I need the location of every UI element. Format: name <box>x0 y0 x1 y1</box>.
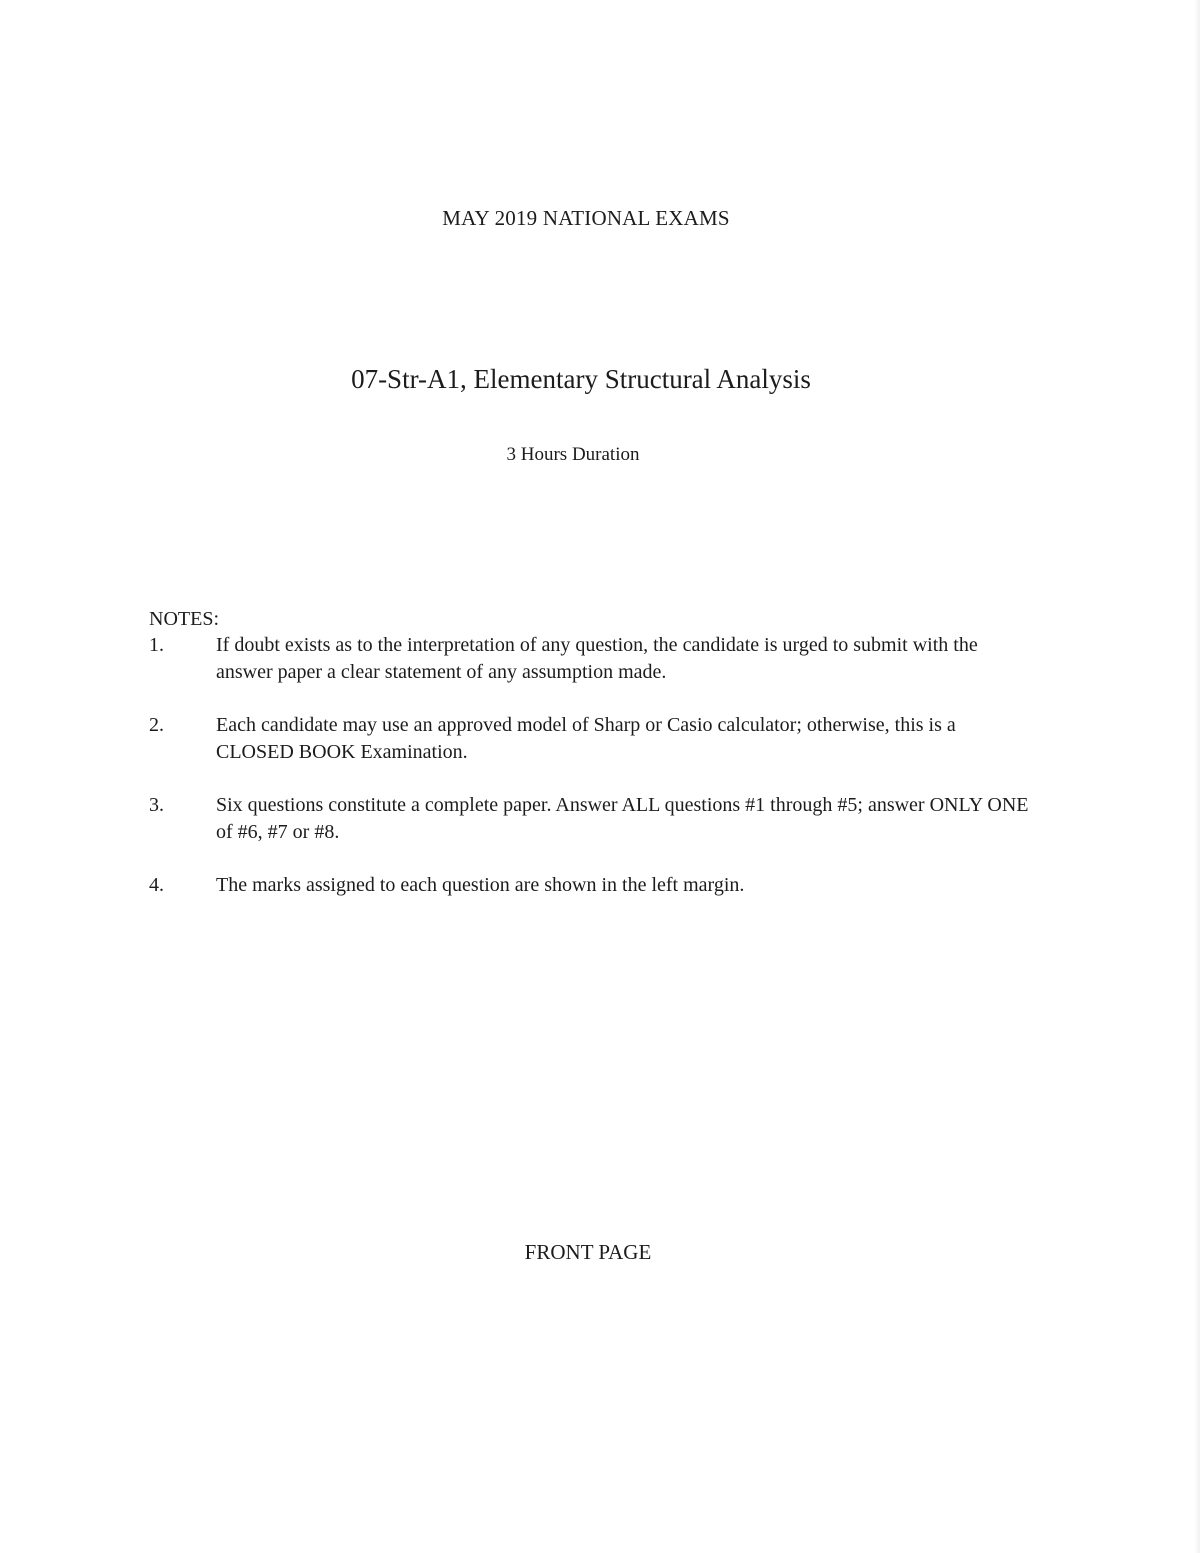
note-item <box>149 792 1029 846</box>
notes-list <box>149 632 1029 925</box>
exam-duration: 3 Hours Duration <box>506 444 640 465</box>
exam-session-header: MAY 2019 NATIONAL EXAMS <box>442 206 730 230</box>
note-text: Six questions constitute a complete paper. Answer ALL questions #1 through #5; answer ONLY ONE of #6, #7 or #8. <box>216 794 1029 843</box>
course-title: 07-Str-A1, Elementary Structural Analysis <box>351 364 811 394</box>
note-number: 1. <box>149 634 164 656</box>
note-number: 3. <box>149 794 164 816</box>
note-item <box>149 632 1029 686</box>
note-text: Each candidate may use an approved model of Sharp or Casio calculator; otherwise, this is a CLOSED BOOK Examination. <box>216 714 956 763</box>
notes-heading: NOTES: <box>149 608 219 630</box>
note-number: 2. <box>149 714 164 736</box>
front-page-label: FRONT PAGE <box>524 1240 652 1264</box>
note-item <box>149 872 1029 899</box>
note-text: The marks assigned to each question are shown in the left margin. <box>216 874 745 896</box>
page-edge <box>1194 0 1200 1553</box>
note-text: If doubt exists as to the interpretation of any question, the candidate is urged to submit with the answer paper a clear statement of any assumption made. <box>216 634 978 683</box>
note-item <box>149 712 1029 766</box>
note-number: 4. <box>149 874 164 896</box>
